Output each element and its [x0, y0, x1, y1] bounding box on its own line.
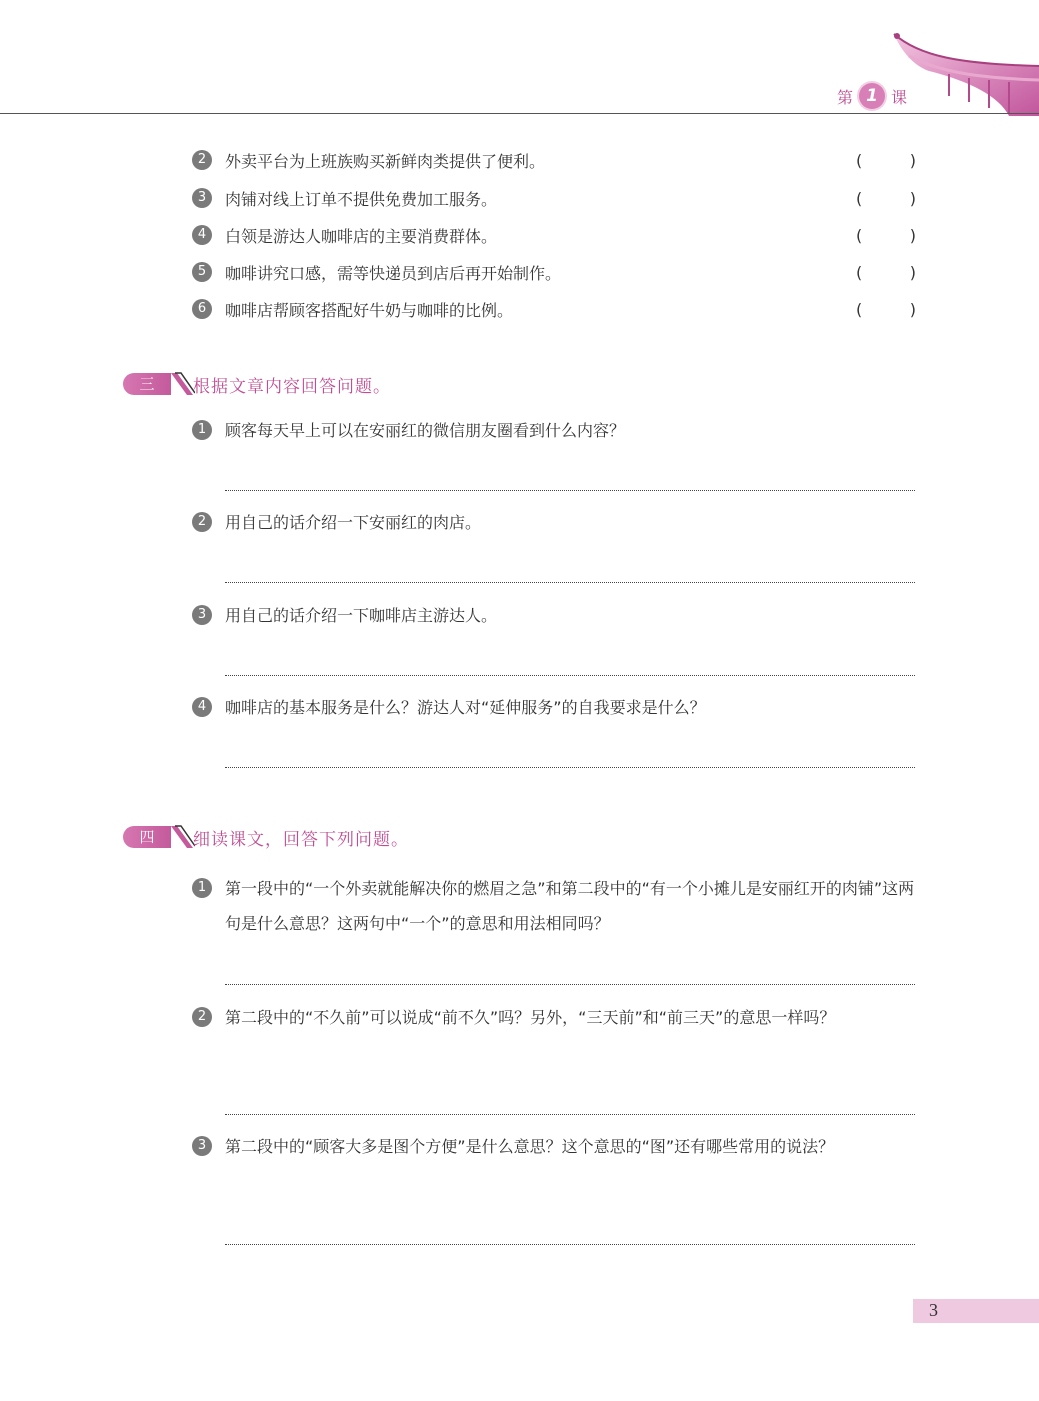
tf-item-text: 咖啡店帮顾客搭配好牛奶与咖啡的比例。	[225, 300, 514, 320]
item-number-circle: 2	[192, 512, 212, 532]
section-badge: 四	[123, 826, 171, 848]
answer-line[interactable]	[225, 490, 915, 491]
item-number-circle: 3	[192, 188, 212, 208]
question-text: 第二段中的“顾客大多是图个方便”是什么意思？这个意思的“图”还有哪些常用的说法？	[225, 1137, 835, 1156]
question	[192, 1129, 917, 1164]
lesson-suffix: 课	[891, 87, 908, 107]
question	[192, 598, 917, 633]
item-number-circle: 3	[192, 605, 212, 625]
section-title: 细读课文，回答下列问题。	[193, 829, 409, 850]
answer-line[interactable]	[225, 582, 915, 583]
question-text: 第一段中的“一个外卖就能解决你的燃眉之急”和第二段中的“有一个小摊儿是安丽红开的肉铺”这两句是什么意思？这两句中“一个”的意思和用法相同吗？	[225, 879, 915, 933]
tf-item	[192, 146, 922, 174]
question-text: 顾客每天早上可以在安丽红的微信朋友圈看到什么内容？	[225, 421, 626, 440]
answer-line[interactable]	[225, 1114, 915, 1115]
answer-parentheses[interactable]: ( )	[856, 225, 916, 245]
question	[192, 690, 917, 725]
pagoda-roof-decoration	[889, 26, 1039, 116]
question	[192, 871, 917, 941]
answer-line[interactable]	[225, 675, 915, 676]
question-text: 第二段中的“不久前”可以说成“前不久”吗？另外，“三天前”和“前三天”的意思一样吗？	[225, 1008, 836, 1027]
question	[192, 505, 917, 540]
item-number-circle: 4	[192, 697, 212, 717]
question-text: 用自己的话介绍一下咖啡店主游达人。	[225, 606, 498, 625]
answer-line[interactable]	[225, 984, 915, 985]
question	[192, 1000, 917, 1035]
lesson-prefix: 第	[837, 87, 854, 107]
item-number-circle: 3	[192, 1136, 212, 1156]
tf-item	[192, 295, 922, 323]
section-swoosh-icon	[171, 371, 195, 397]
tf-item-text: 肉铺对线上订单不提供免费加工服务。	[225, 189, 498, 209]
section-header	[123, 369, 391, 399]
tf-item	[192, 258, 922, 286]
answer-parentheses[interactable]: ( )	[856, 299, 916, 319]
tf-item	[192, 184, 922, 212]
tf-item	[192, 221, 922, 249]
item-number-circle: 1	[192, 878, 212, 898]
lesson-number-badge: 1	[859, 83, 885, 109]
section-title: 根据文章内容回答问题。	[193, 376, 391, 397]
item-number-circle: 6	[192, 299, 212, 319]
tf-item-text: 白领是游达人咖啡店的主要消费群体。	[225, 226, 498, 246]
section-header	[123, 822, 409, 852]
tf-item-text: 咖啡讲究口感，需等快递员到店后再开始制作。	[225, 263, 562, 283]
item-number-circle: 2	[192, 1007, 212, 1027]
section-swoosh-icon	[171, 824, 195, 850]
answer-parentheses[interactable]: ( )	[856, 262, 916, 282]
answer-parentheses[interactable]: ( )	[856, 188, 916, 208]
question	[192, 413, 917, 448]
answer-line[interactable]	[225, 767, 915, 768]
answer-line[interactable]	[225, 1244, 915, 1245]
lesson-label	[837, 82, 907, 110]
item-number-circle: 4	[192, 225, 212, 245]
tf-item-text: 外卖平台为上班族购买新鲜肉类提供了便利。	[225, 151, 546, 171]
header-divider	[0, 113, 1039, 114]
item-number-circle: 2	[192, 150, 212, 170]
section-badge: 三	[123, 373, 171, 395]
page-number: 3	[929, 1300, 938, 1320]
answer-parentheses[interactable]: ( )	[856, 150, 916, 170]
item-number-circle: 5	[192, 262, 212, 282]
question-text: 咖啡店的基本服务是什么？游达人对“延伸服务”的自我要求是什么？	[225, 698, 706, 717]
item-number-circle: 1	[192, 420, 212, 440]
question-text: 用自己的话介绍一下安丽红的肉店。	[225, 513, 482, 532]
